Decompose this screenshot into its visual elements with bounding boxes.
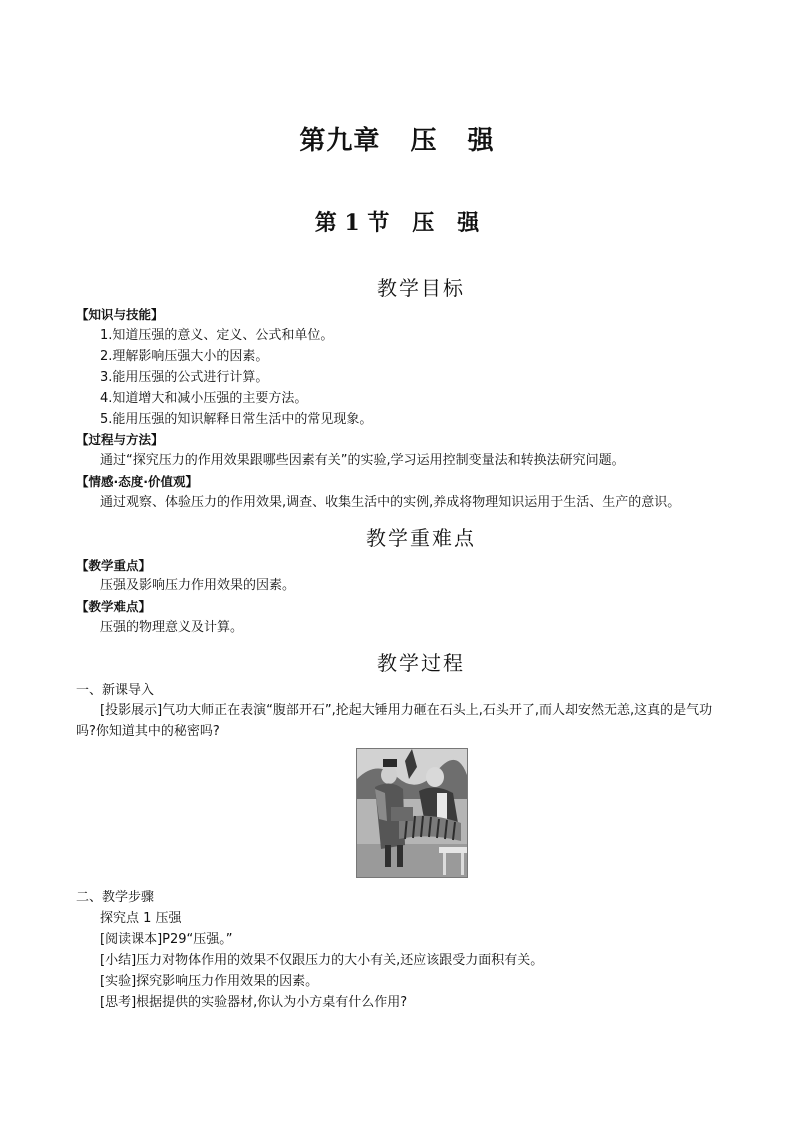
process-heading: 教学过程: [377, 651, 465, 675]
steps-label: 二、教学步骤: [76, 890, 155, 905]
knowledge-label: 【知识与技能】: [76, 307, 164, 322]
emotion-text: 通过观察、体验压力的作用效果,调查、收集生活中的实例,养成将物理知识运用于生活、生产的意识。: [100, 495, 681, 510]
difficult-point-text: 压强的物理意义及计算。: [100, 620, 244, 635]
objectives-heading: 教学目标: [377, 276, 465, 300]
knowledge-item: 4.知道增大和减小压强的主要方法。: [100, 391, 308, 406]
intro-label: 一、新课导入: [76, 683, 155, 698]
process-method-text: 通过“探究压力的作用效果跟哪些因素有关”的实验,学习运用控制变量法和转换法研究问题。: [100, 453, 625, 468]
section-title: 第 1 节 压 强: [314, 210, 480, 236]
process-method-label: 【过程与方法】: [76, 432, 164, 447]
step-line: [阅读课本]P29“压强。”: [100, 932, 233, 947]
key-point-text: 压强及影响压力作用效果的因素。: [100, 578, 296, 593]
step-line: [实验]探究影响压力作用效果的因素。: [100, 974, 319, 989]
emotion-label: 【情感·态度·价值观】: [76, 474, 198, 489]
knowledge-item: 3.能用压强的公式进行计算。: [100, 370, 269, 385]
step-line: 探究点 1 压强: [100, 911, 182, 926]
keypoints-heading: 教学重难点: [366, 526, 476, 550]
knowledge-item: 2.理解影响压强大小的因素。: [100, 349, 269, 364]
step-line: [思考]根据提供的实验器材,你认为小方桌有什么作用?: [100, 995, 408, 1010]
step-line: [小结]压力对物体作用的效果不仅跟压力的大小有关,还应该跟受力面积有关。: [100, 953, 544, 968]
chapter-title: 第九章 压 强: [299, 126, 495, 156]
key-point-label: 【教学重点】: [76, 558, 152, 573]
knowledge-item: 5.能用压强的知识解释日常生活中的常见现象。: [100, 412, 373, 427]
performance-photo: [356, 748, 468, 878]
intro-text: [投影展示]气功大师正在表演“腹部开石”,抡起大锤用力砸在石头上,石头开了,而人却安然无恙,这真的是气功吗?你知道其中的秘密吗?: [76, 703, 713, 739]
knowledge-item: 1.知道压强的意义、定义、公式和单位。: [100, 328, 334, 343]
difficult-point-label: 【教学难点】: [76, 599, 152, 614]
